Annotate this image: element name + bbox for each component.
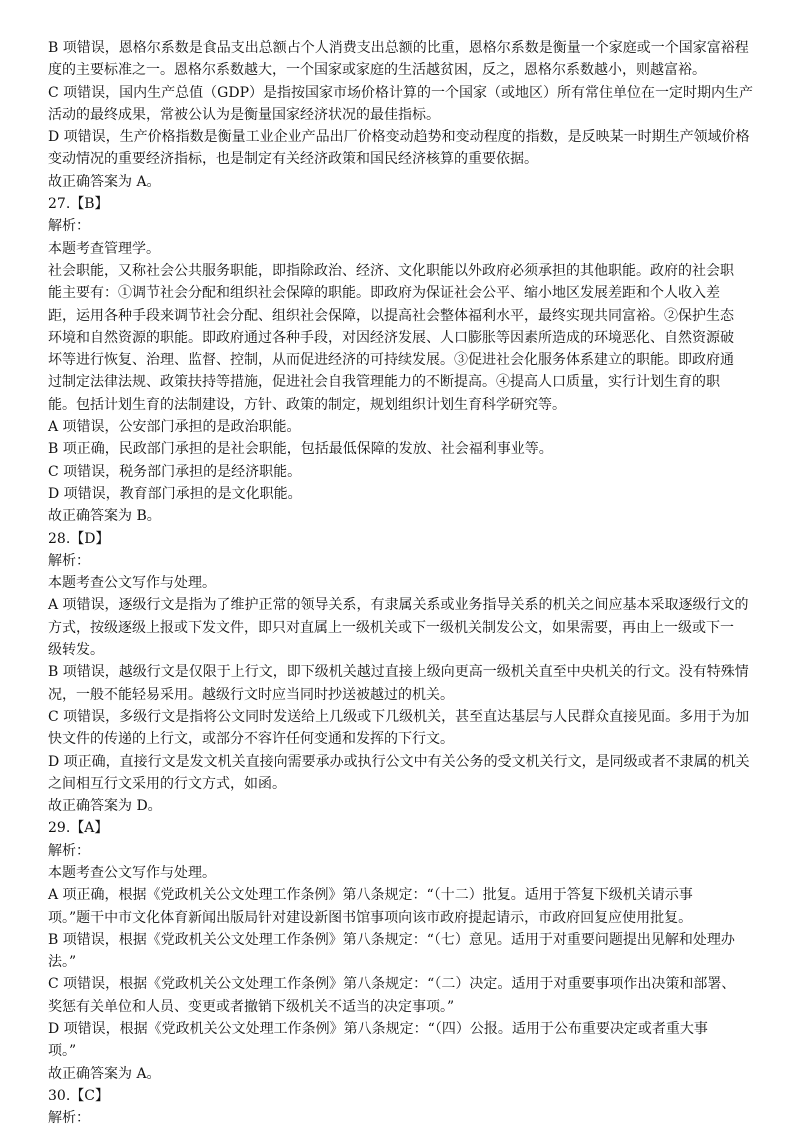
- text-line: 方式，按级逐级上报或下发文件，即只对直属上一级机关或下一级机关制发公文，如果需要，再由上一级或下一: [48, 619, 734, 636]
- text-line: 快文件的传递的上行文，或部分不容许任何变通和发挥的下行文。: [48, 731, 454, 748]
- text-line: D 项错误，生产价格指数是衡量工业企业产品出厂价格变动趋势和变动程度的指数，是反映某一时期生产领域价格: [48, 129, 750, 146]
- option-line: B 项错误，越级行文是仅限于上行文，即下级机关越过直接上级向更高一级机关直至中央机关的行文。没有特殊情: [48, 664, 749, 681]
- text-line: 社会职能，又称社会公共服务职能，即指除政治、经济、文化职能以外政府必须承担的其他职能。政府的社会职: [48, 262, 734, 279]
- text-line: 项。”题干中市文化体育新闻出版局针对建设新图书馆事项向该市政府提起请示，市政府回复应使用批复。: [48, 909, 693, 926]
- text-line: 能。包括计划生育的法制建设，方针、政策的制定，规划组织计划生育科学研究等。: [48, 396, 566, 413]
- option-line: D 项正确，直接行文是发文机关直接向需要承办或执行公文中有关公务的受文机关行文，是同级或者不隶属的机关: [48, 753, 750, 770]
- option-line: D 项错误，根据《党政机关公文处理工作条例》第八条规定：“（四）公报。适用于公布重要决定或者重大事: [48, 1021, 708, 1038]
- answer-line: 故正确答案为 A。: [48, 1065, 161, 1082]
- question-number: 27.【B】: [48, 196, 109, 213]
- text-line: C 项错误，国内生产总值（GDP）是指按国家市场价格计算的一个国家（或地区）所有常住单位在一定时期内生产: [48, 84, 753, 101]
- text-line: 项。”: [48, 1043, 77, 1060]
- analysis-label: 解析：: [48, 1110, 90, 1127]
- option-line: B 项错误，根据《党政机关公文处理工作条例》第八条规定：“（七）意见。适用于对重要问题提出见解和处理办: [48, 931, 735, 948]
- text-line: 坏等进行恢复、治理、监督、控制，从而促进经济的可持续发展。③促进社会化服务体系建立的职能。即政府通: [48, 352, 734, 369]
- option-line: A 项错误，公安部门承担的是政治职能。: [48, 419, 301, 436]
- text-line: 之间相互行文采用的行文方式，如函。: [48, 775, 286, 792]
- text-line: 况，一般不能轻易采用。越级行文时应当同时抄送被越过的机关。: [48, 686, 454, 703]
- text-line: 奖惩有关单位和人员、变更或者撤销下级机关不适当的决定事项。”: [48, 998, 455, 1015]
- text-line: 活动的最终成果，常被公认为是衡量国家经济状况的最佳指标。: [48, 106, 440, 123]
- answer-line: 故正确答案为 D。: [48, 798, 162, 815]
- option-line: C 项错误，根据《党政机关公文处理工作条例》第八条规定：“（二）决定。适用于对重要事项作出决策和部署、: [48, 976, 736, 993]
- question-number: 29.【A】: [48, 820, 109, 837]
- option-line: B 项正确，民政部门承担的是社会职能，包括最低保障的发放、社会福利事业等。: [48, 441, 553, 458]
- analysis-label: 解析：: [48, 218, 90, 235]
- question-number: 28.【D】: [48, 530, 110, 547]
- text-line: 度的主要标准之一。恩格尔系数越大，一个国家或家庭的生活越贫困，反之，恩格尔系数越小，则越富裕。: [48, 62, 706, 79]
- analysis-label: 解析：: [48, 842, 90, 859]
- topic-line: 本题考查公文写作与处理。: [48, 864, 216, 881]
- question-number: 30.【C】: [48, 1087, 109, 1104]
- text-line: 过制定法律法规、政策扶持等措施，促进社会自我管理能力的不断提高。④提高人口质量，实行计划生育的职: [48, 374, 720, 391]
- text-line: 距，运用各种手段来调节社会分配、组织社会保障，以提高社会整体福利水平，最终实现共同富裕。②保护生态: [48, 307, 734, 324]
- option-line: C 项错误，税务部门承担的是经济职能。: [48, 463, 302, 480]
- option-line: A 项错误，逐级行文是指为了维护正常的领导关系，有隶属关系或业务指导关系的机关之间应基本采取逐级行文的: [48, 597, 749, 614]
- text-line: 级转发。: [48, 642, 104, 659]
- answer-line: 故正确答案为 B。: [48, 508, 161, 525]
- topic-line: 本题考查公文写作与处理。: [48, 575, 216, 592]
- option-line: A 项正确，根据《党政机关公文处理工作条例》第八条规定：“（十二）批复。适用于答复下级机关请示事: [48, 887, 693, 904]
- analysis-label: 解析：: [48, 552, 90, 569]
- text-line: 能主要有：①调节社会分配和组织社会保障的职能。即政府为保证社会公平、缩小地区发展差距和个人收入差: [48, 285, 720, 302]
- answer-line: 故正确答案为 A。: [48, 173, 161, 190]
- topic-line: 本题考查管理学。: [48, 240, 160, 257]
- text-line: B 项错误，恩格尔系数是食品支出总额占个人消费支出总额的比重，恩格尔系数是衡量一个家庭或一个国家富裕程: [48, 40, 749, 56]
- text-line: 环境和自然资源的职能。即政府通过各种手段，对因经济发展、人口膨胀等因素所造成的环境恶化、自然资源破: [48, 329, 734, 346]
- option-line: D 项错误，教育部门承担的是文化职能。: [48, 485, 302, 502]
- option-line: C 项错误，多级行文是指将公文同时发送给上几级或下几级机关，甚至直达基层与人民群众直接见面。多用于为加: [48, 708, 750, 725]
- text-line: 变动情况的重要经济指标，也是制定有关经济政策和国民经济核算的重要依据。: [48, 151, 538, 168]
- text-line: 法。”: [48, 954, 77, 971]
